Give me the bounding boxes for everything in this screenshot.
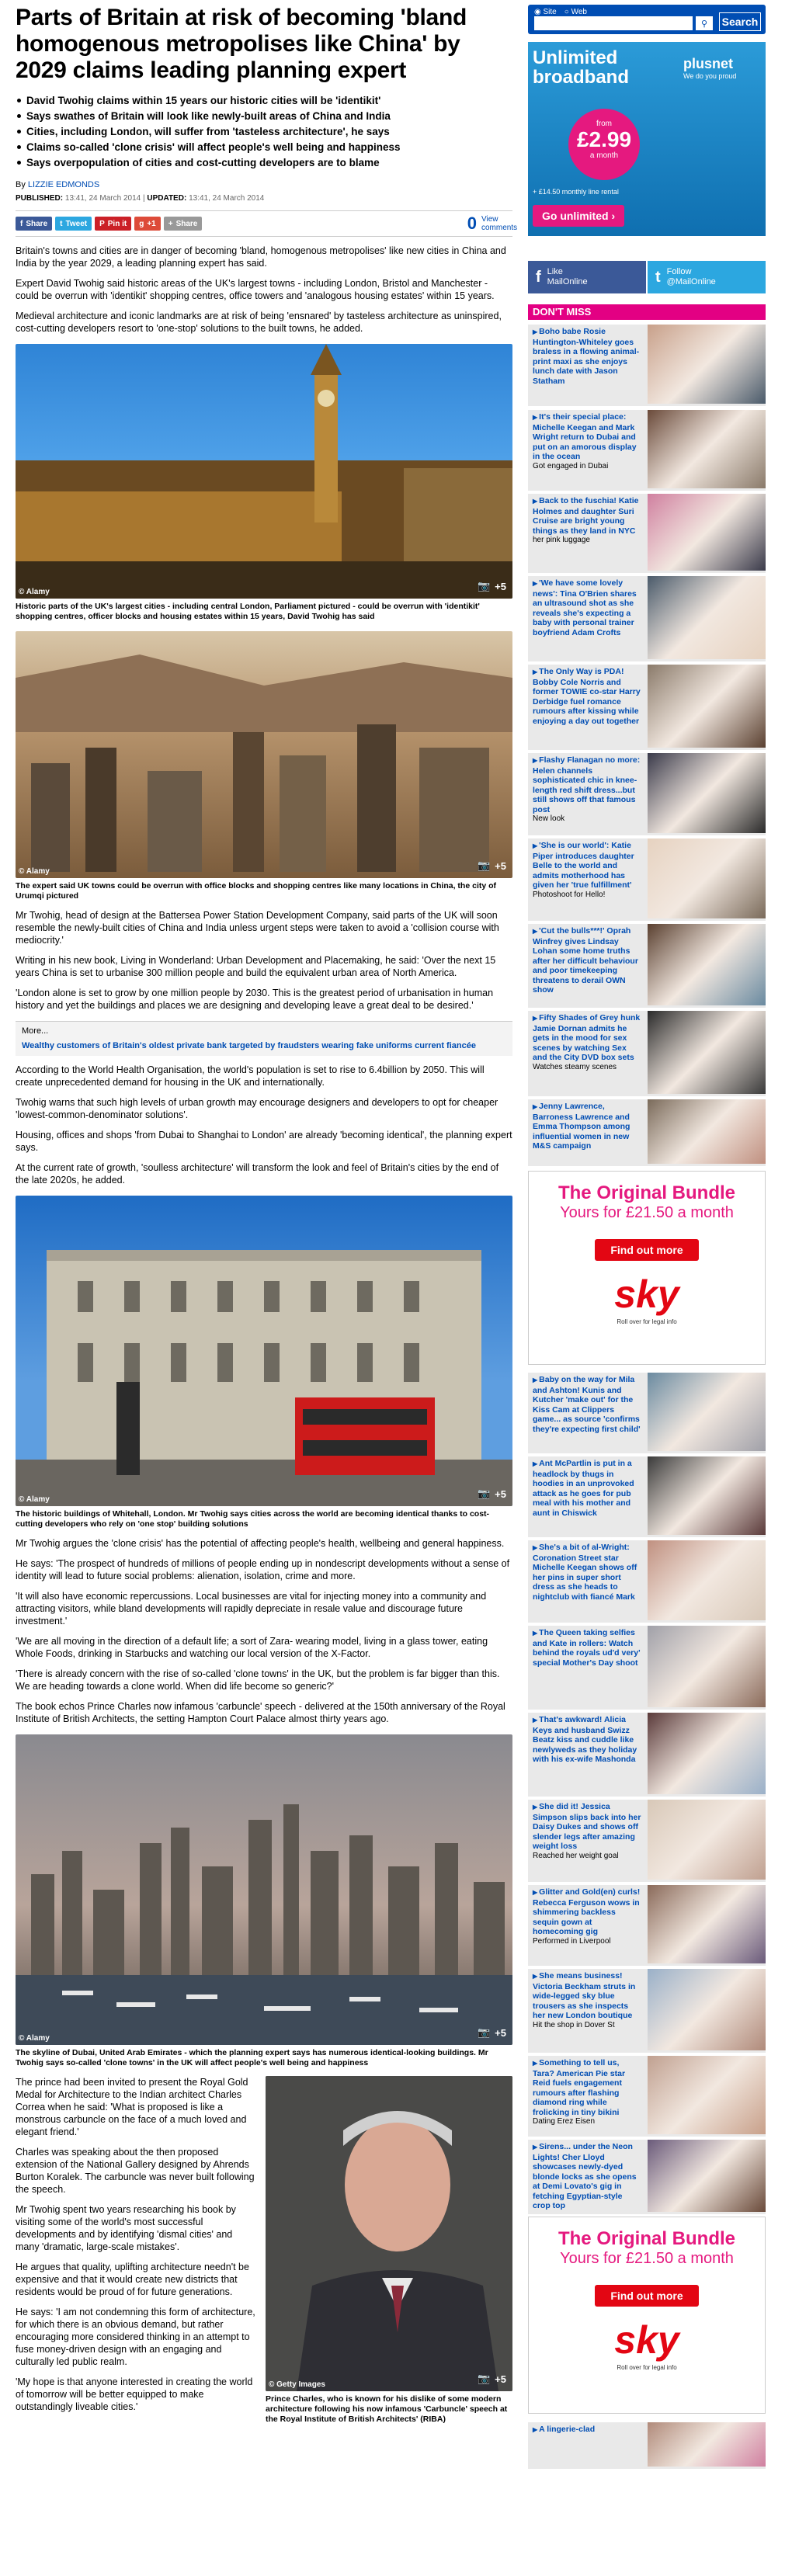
gplus-share-button[interactable]: g +1 (134, 217, 161, 231)
gallery-count[interactable]: 📷 +5 (477, 2373, 506, 2385)
dont-miss-title[interactable]: Boho babe Rosie Huntington-Whiteley goes braless in a flowing animal-print maxi as she enjoys lunch date with Jason Statham (533, 327, 640, 386)
dont-miss-thumbnail[interactable] (648, 1099, 766, 1164)
dont-miss-item[interactable] (528, 2140, 766, 2214)
dont-miss-title[interactable]: She did it! Jessica Simpson slips back into her Daisy Dukes and shows off slender legs after amazing weight loss (533, 1802, 641, 1851)
dont-miss-title[interactable]: Sirens... under the Neon Lights! Cher Lloyd showcases newly-dyed blonde locks as she opens at Demi Lovato's gig in fetching Egyptian-style crop top (533, 2142, 637, 2210)
bullet: Says swathes of Britain will look like newly-built areas of China and India (16, 109, 512, 124)
dont-miss-title[interactable]: She means business! Victoria Beckham struts in wide-legged sky blue trousers as she inspects her new London boutique (533, 1971, 636, 2020)
paragraph: Mr Twohig spent two years researching his book by visiting some of the world's most successful developments and by identifying 'dismal cities' and many 'dramatic, large-scale mistakes'. (16, 2204, 236, 2252)
dont-miss-link[interactable] (528, 1456, 644, 1537)
dont-miss-link[interactable] (528, 924, 644, 1008)
price-badge: from £2.99 a month (568, 109, 640, 180)
paragraph: At the current rate of growth, 'soulless architecture' will transform the look and feel of Britain's cities by the end of the late 2020s, he added. (16, 1162, 499, 1186)
twitter-icon: t (60, 219, 63, 228)
dont-miss-subtitle: Dating Erez Eisen (533, 2117, 596, 2126)
photo-dubai[interactable] (16, 1734, 512, 2045)
paragraph: He says: 'I am not condemning this form of architecture, for which there is an obvious demand, but rather encouraging more considered thinking in an attempt to fuse money-driven design with an engaging and culturally led public realm. (16, 2307, 255, 2367)
twitter-icon: t (655, 268, 661, 286)
dont-miss-subtitle: Watches steamy scenes (533, 1062, 617, 1071)
gplus-icon: g (139, 219, 144, 228)
dont-miss-link[interactable] (528, 1373, 644, 1453)
dont-miss-link[interactable] (528, 494, 644, 573)
dont-miss-thumbnail[interactable] (648, 2056, 766, 2134)
dont-miss-item[interactable] (528, 494, 766, 573)
dont-miss-thumbnail[interactable] (648, 924, 766, 1005)
plusnet-logo: plusnet We do you proud (683, 56, 737, 80)
parliament-image (16, 344, 512, 599)
paragraph: Mr Twohig, head of design at the Battersea Power Station Development Company, said parts of the UK will soon resemble the newly-built cities of China and India unless urgent steps were taken to avoid a 'collision course with mediocrity.' (16, 910, 499, 946)
dont-miss-link[interactable] (528, 1969, 644, 2053)
summary-bullets (16, 93, 512, 171)
facebook-icon: f (536, 268, 541, 286)
ad-small-print: + £14.50 monthly line rental (533, 188, 619, 196)
paragraph: Writing in his new book, Living in Wonderland: Urban Development and Placemaking, he said: 'Over the next 15 years China is set to urbanise 300 million people and build the equivalent urban area of North America. (16, 955, 496, 978)
dont-miss-link[interactable] (528, 2140, 644, 2214)
caption: The historic buildings of Whitehall, London. Mr Twohig says cities across the world are becoming identical thanks to cost-cutting developers who rely on 'one stop' building solutions (16, 1509, 490, 1529)
dont-miss-title[interactable]: It's their special place: Michelle Keegan and Mark Wright return to Dubai and put on an amorous display in the ocean (533, 412, 637, 461)
dont-miss-header: DON'T MISS (528, 304, 766, 320)
share-bar (16, 210, 518, 237)
bullet: Says overpopulation of cities and cost-cutting developers are to blame (16, 155, 512, 171)
paragraph: Britain's towns and cities are in danger of becoming 'bland, homogenous metropolises' like new cities in China and India by the year 2029, a leading planning expert has said. (16, 245, 506, 269)
dont-miss-subtitle: her pink luggage (533, 536, 590, 544)
urumqi-image (16, 631, 512, 878)
paragraph: 'It will also have economic repercussions. Local businesses are vital for injecting money into a community and attracting visitors, while bland developments will rapidly depreciate in resale value and discourage future investment.' (16, 1591, 487, 1626)
dont-miss-thumbnail[interactable] (648, 665, 766, 748)
dont-miss-link[interactable] (528, 325, 644, 406)
sky-logo: sky (614, 1272, 679, 1316)
dont-miss-thumbnail[interactable] (648, 576, 766, 659)
paragraph: Charles was speaking about the then proposed extension of the National Gallery designed by Ahrends Burton Koralek. The carbuncle was never built following the speech. (16, 2147, 255, 2195)
photo-whitehall[interactable] (16, 1196, 512, 1506)
dont-miss-item[interactable] (528, 1885, 766, 1966)
dont-miss-item[interactable] (528, 1011, 766, 1096)
ad-headline: Unlimited broadband (533, 47, 629, 88)
dont-miss-title[interactable]: 'We have some lovely news': Tina O'Brien shares an ultrasound shot as she reveals she's expecting a baby with personal trainer boyfriend Adam Crofts (533, 578, 637, 637)
dont-miss-thumbnail[interactable] (648, 1456, 766, 1535)
more-link[interactable]: Wealthy customers of Britain's oldest private bank targeted by fraudsters wearing fake uniforms current fiancée (22, 1041, 476, 1050)
dont-miss-subtitle: Reached her weight goal (533, 1851, 619, 1860)
prince-section (16, 2076, 512, 2441)
dubai-image (16, 1734, 512, 2045)
dont-miss-title[interactable]: Glitter and Gold(en) curls! Rebecca Ferguson wows in shimmering backless sequin gown at homecoming gig (533, 1887, 641, 1936)
dont-miss-item[interactable] (528, 325, 766, 406)
dont-miss-title[interactable]: Fifty Shades of Grey hunk Jamie Dornan admits he gets in the mood for sex scenes by watching Sex and the City DVD box sets (533, 1013, 641, 1062)
twitter-follow-button[interactable]: t Follow @MailOnline (648, 261, 766, 293)
dont-miss-link[interactable] (528, 753, 644, 835)
dont-miss-title[interactable]: 'She is our world': Katie Piper introduces daughter Belle to the world and admits motherhood has given her 'true fulfillment' (533, 841, 634, 890)
photo-credit: © Alamy (19, 588, 50, 596)
social-follow (528, 261, 766, 293)
dont-miss-item[interactable] (528, 2056, 766, 2137)
dont-miss-thumbnail[interactable] (648, 410, 766, 488)
dont-miss-link[interactable] (528, 410, 644, 491)
bullet: David Twohig claims within 15 years our historic cities will be 'identikit' (16, 93, 512, 109)
photo-urumqi[interactable] (16, 631, 512, 878)
dont-miss-item[interactable] (528, 838, 766, 921)
search-option-web[interactable]: ○ Web (564, 8, 587, 16)
paragraph: He says: 'The prospect of hundreds of millions of people ending up in nondescript developments without a sense of identity will lead to future social problems: alienation, isolation, crime and more. (16, 1558, 510, 1581)
dont-miss-item[interactable] (528, 576, 766, 661)
comment-count: 0 (467, 214, 477, 233)
find-out-more-button[interactable]: Find out more (595, 1239, 698, 1261)
dont-miss-link[interactable] (528, 1626, 644, 1710)
find-out-more-button[interactable]: Find out more (595, 2285, 698, 2307)
dont-miss-link[interactable] (528, 2056, 644, 2137)
dont-miss-title[interactable]: That's awkward! Alicia Keys and husband Swizz Beatz kiss and cuddle like newlyweds as they holiday with his ex-wife Mashonda (533, 1715, 637, 1764)
search-button[interactable]: Search (719, 12, 761, 31)
pinterest-icon: P (99, 219, 105, 228)
paragraph: Expert David Twohig said historic areas of the UK's largest towns - including London, Bristol and Manchester - could be overrun with 'identikit' shopping centres, office towers and 'analogous housing estates' within 15 years. (16, 278, 495, 301)
paragraph: 'We are all moving in the direction of a default life; a sort of Zara- wearing model, living in a glass tower, eating Whole Foods, drinking in Starbucks and watching our local version of the X-Factor. (16, 1636, 488, 1659)
dont-miss-item[interactable] (528, 1800, 766, 1882)
gallery-count[interactable]: 📷 +5 (477, 1488, 506, 1500)
paragraph: 'My hope is that anyone interested in creating the world of tomorrow will be better equipped to make outstandingly liveable cities.' (16, 2376, 253, 2412)
dont-miss-subtitle: Performed in Liverpool (533, 1936, 611, 1946)
view-comments-label: View comments (481, 215, 518, 232)
camera-icon: 📷 (477, 1488, 491, 1499)
dont-miss-thumbnail[interactable] (648, 1373, 766, 1451)
headline: Parts of Britain at risk of becoming 'bland homogenous metropolises like China' by 2029 claims leading planning expert (16, 5, 467, 83)
paragraph: 'London alone is set to grow by one million people by 2030. This is the greatest period of urbanisation in human history and yet the buildings and places we are designing and developing leave a great deal to be desired.' (16, 988, 494, 1011)
paragraph: Twohig warns that such high levels of urban growth may encourage designers and developers to opt for cheaper 'lowest-common-denominator solutions'. (16, 1097, 498, 1120)
facebook-share-button[interactable]: f Share (16, 217, 52, 231)
author-link[interactable]: LIZZIE EDMONDS (27, 180, 100, 189)
paragraph: According to the World Health Organisation, the world's population is set to rise to 6.4billion by 2050. This will create unprecedented demand for housing in the UK and internationally. (16, 1064, 485, 1088)
more-heading: More... (22, 1026, 49, 1036)
photo-credit: © Alamy (19, 2034, 50, 2043)
search-icon-button[interactable] (696, 16, 713, 30)
dont-miss-thumbnail[interactable] (648, 1713, 766, 1794)
dont-miss-link[interactable] (528, 838, 644, 921)
dont-miss-item[interactable] (528, 924, 766, 1008)
paragraph: The prince had been invited to present the Royal Gold Medal for Architecture to the Indian architect Charles Correa when he said: 'What is proposed is like a monstrous carbuncle on the face of a much loved and elegant friend.' (16, 2077, 248, 2137)
dont-miss-title[interactable]: Ant McPartlin is put in a headlock by thugs in hoodies in an unprovoked attack as he goes for pub meal with his mother and aunt in Chiswick (533, 1459, 634, 1518)
dont-miss-item[interactable] (528, 1456, 766, 1537)
camera-icon: 📷 (477, 859, 491, 871)
facebook-like-button[interactable]: f Like MailOnline (528, 261, 646, 293)
dont-miss-item[interactable] (528, 2422, 766, 2469)
photo-prince-charles[interactable] (266, 2076, 512, 2391)
dont-miss-item[interactable] (528, 1373, 766, 1453)
dont-miss-thumbnail[interactable] (648, 1540, 766, 1620)
whitehall-image (16, 1196, 512, 1506)
dont-miss-thumbnail[interactable] (648, 1626, 766, 1707)
comments-link[interactable] (467, 214, 518, 234)
dont-miss-thumbnail[interactable] (648, 753, 766, 833)
gallery-count[interactable]: 📷 +5 (477, 859, 506, 872)
caption: Historic parts of the UK's largest cities - including central London, Parliament pictured - could be overrun with 'identikit' shopping centres, officer blocks and housing estates within 15 years, David Twohig has said (16, 602, 480, 621)
caption: Prince Charles, who is known for his dislike of some modern architecture following his now infamous 'Carbuncle' speech at the Royal Institute of British Architects' (RIBA) (266, 2394, 508, 2424)
paragraph: He argues that quality, uplifting architecture needn't be expensive and that it would create new districts that residents would be proud of for future generations. (16, 2262, 249, 2297)
photo-parliament[interactable] (16, 344, 512, 599)
dont-miss-title[interactable]: Baby on the way for Mila and Ashton! Kunis and Kutcher 'make out' for the Kiss Cam at Clippers game... as source 'confirms they're expecting first child' (533, 1375, 641, 1434)
twitter-share-button[interactable]: t Tweet (55, 217, 92, 231)
sky-ad[interactable]: The Original Bundle Yours for £21.50 a month Find out more sky Roll over for legal info (528, 1171, 766, 1365)
dont-miss-thumbnail[interactable] (648, 2422, 766, 2467)
paragraph: Medieval architecture and iconic landmarks are at risk of being 'ensnared' by tasteless architecture as uninspired, cost-cutting developers resort to 'one-stop' solutions to the built towns, he added. (16, 311, 502, 334)
dont-miss-title[interactable]: A lingerie-clad (539, 2425, 596, 2434)
dont-miss-title[interactable]: Back to the fuschia! Katie Holmes and daughter Suri Cruise are bright young things as they land in NYC (533, 496, 639, 536)
bullet: Claims so-called 'clone crisis' will affect people's well being and happiness (16, 140, 512, 155)
dont-miss-subtitle: Got engaged in Dubai (533, 461, 609, 470)
gallery-count[interactable]: 📷 +5 (477, 580, 506, 592)
dont-miss-link[interactable] (528, 1713, 644, 1797)
dont-miss-link[interactable] (528, 1885, 644, 1966)
dont-miss-item[interactable] (528, 410, 766, 491)
pinterest-share-button[interactable]: P Pin it (95, 217, 131, 231)
plusnet-ad[interactable] (528, 42, 766, 236)
dont-miss-thumbnail[interactable] (648, 1885, 766, 1963)
dont-miss-link[interactable] (528, 1800, 644, 1882)
dont-miss-item[interactable] (528, 1540, 766, 1623)
search-icon: ⚲ (700, 19, 708, 29)
dont-miss-title[interactable]: Something to tell us, Tara? American Pie star Reid fuels engagement rumours after flashing diamond ring while frolicking in tiny bikini (533, 2058, 626, 2117)
dont-miss-title[interactable]: Jenny Lawrence, Barroness Lawrence and Emma Thompson among influential women in new M&S campaign (533, 1102, 630, 1151)
search-box (528, 5, 766, 34)
dont-miss-thumbnail[interactable] (648, 494, 766, 571)
paragraph: Mr Twohig argues the 'clone crisis' has the potential of affecting people's health, wellbeing and general happiness. (16, 1538, 505, 1549)
caption: The expert said UK towns could be overrun with office blocks and shopping centres like many locations in China, the city of Urumqi pictured (16, 881, 497, 901)
dont-miss-link[interactable] (528, 1099, 644, 1166)
dont-miss-title[interactable]: The Queen taking selfies and Kate in rollers: Watch behind the royals ud'd very' special Mother's Day shoot (533, 1628, 641, 1668)
prince-charles-image (266, 2076, 512, 2391)
dont-miss-link[interactable] (528, 576, 644, 661)
facebook-icon: f (20, 219, 23, 228)
dont-miss-thumbnail[interactable] (648, 325, 766, 404)
paragraph: Housing, offices and shops 'from Dubai to Shanghai to London' are already 'becoming identical', the planning expert says. (16, 1130, 512, 1153)
photo-credit: © Alamy (19, 1495, 50, 1504)
share-icon: + (168, 219, 173, 228)
published-info: PUBLISHED: 13:41, 24 March 2014 | UPDATED: 13:41, 24 March 2014 (16, 194, 265, 203)
dont-miss-title[interactable]: 'Cut the bulls***!' Oprah Winfrey gives Lindsay Lohan some home truths after her difficult behaviour and poor timekeeping threatens to derail OWN show (533, 926, 638, 995)
paragraph: 'There is already concern with the rise of so-called 'clone towns' in the UK, but the problem is far bigger than this. We are heading towards a clone world. When did life become so generic?' (16, 1668, 500, 1692)
dont-miss-item[interactable] (528, 1969, 766, 2053)
dont-miss-item[interactable] (528, 1713, 766, 1797)
sky-ad[interactable]: The Original Bundle Yours for £21.50 a month Find out more sky Roll over for legal info (528, 2217, 766, 2414)
dont-miss-thumbnail[interactable] (648, 1011, 766, 1094)
sky-logo: sky (614, 2318, 679, 2362)
article (16, 0, 518, 2441)
dont-miss-subtitle: Hit the shop in Dover St (533, 2020, 615, 2029)
camera-icon: 📷 (477, 2026, 491, 2038)
dont-miss-title[interactable]: Flashy Flanagan no more: Helen channels sophisticated chic in knee-length red shift dress...but still shows off that famous post (533, 755, 641, 814)
bullet: Cities, including London, will suffer from 'tasteless architecture', he says (16, 124, 512, 140)
more-share-button[interactable]: + Share (164, 217, 203, 231)
paragraph: The book echos Prince Charles now infamous 'carbuncle' speech - delivered at the 150th anniversary of the Royal Institute of British Architects, the setting Hampton Court Palace almost thirty years ago. (16, 1701, 505, 1724)
gallery-count[interactable]: 📷 +5 (477, 2026, 506, 2039)
dont-miss-thumbnail[interactable] (648, 1969, 766, 2050)
dont-miss-title[interactable]: She's a bit of al-Wright: Coronation Street star Michelle Keegan shows off her pins in super short dress as she heads to nightclub with fiancé Mark (533, 1543, 637, 1602)
dont-miss-item[interactable] (528, 1626, 766, 1710)
byline: By LIZZIE EDMONDS (16, 180, 100, 189)
caption: The skyline of Dubai, United Arab Emirates - which the planning expert says has numerous identical-looking buildings. Mr Twohig says so-called 'clone towns' in the UK will affect people's well being and happiness (16, 2048, 488, 2067)
dont-miss-item[interactable] (528, 1099, 766, 1166)
dont-miss-item[interactable] (528, 753, 766, 835)
prince-text (16, 2076, 258, 2413)
search-input[interactable] (534, 16, 693, 30)
camera-icon: 📷 (477, 2373, 491, 2384)
photo-credit: © Alamy (19, 867, 50, 876)
dont-miss-subtitle: Photoshoot for Hello! (533, 890, 606, 899)
dont-miss-link[interactable] (528, 1540, 644, 1623)
dont-miss-thumbnail[interactable] (648, 1800, 766, 1880)
go-unlimited-button[interactable]: Go unlimited › (533, 205, 624, 227)
dont-miss-title[interactable]: The Only Way is PDA! Bobby Cole Norris and former TOWIE co-star Harry Derbidge fuel romance rumours after kissing while enjoying a day out together (533, 667, 641, 726)
dont-miss-subtitle: New look (533, 814, 565, 823)
dont-miss-thumbnail[interactable] (648, 838, 766, 918)
dont-miss-link[interactable] (528, 1011, 644, 1096)
more-links-box (16, 1021, 512, 1056)
photo-credit: © Getty Images (269, 2380, 325, 2389)
dont-miss-item[interactable] (528, 665, 766, 750)
camera-icon: 📷 (477, 580, 491, 592)
search-option-site[interactable]: ◉ Site (534, 8, 557, 16)
dont-miss-thumbnail[interactable] (648, 2140, 766, 2212)
dont-miss-link[interactable] (528, 665, 644, 750)
dont-miss-link[interactable] (528, 2422, 644, 2469)
